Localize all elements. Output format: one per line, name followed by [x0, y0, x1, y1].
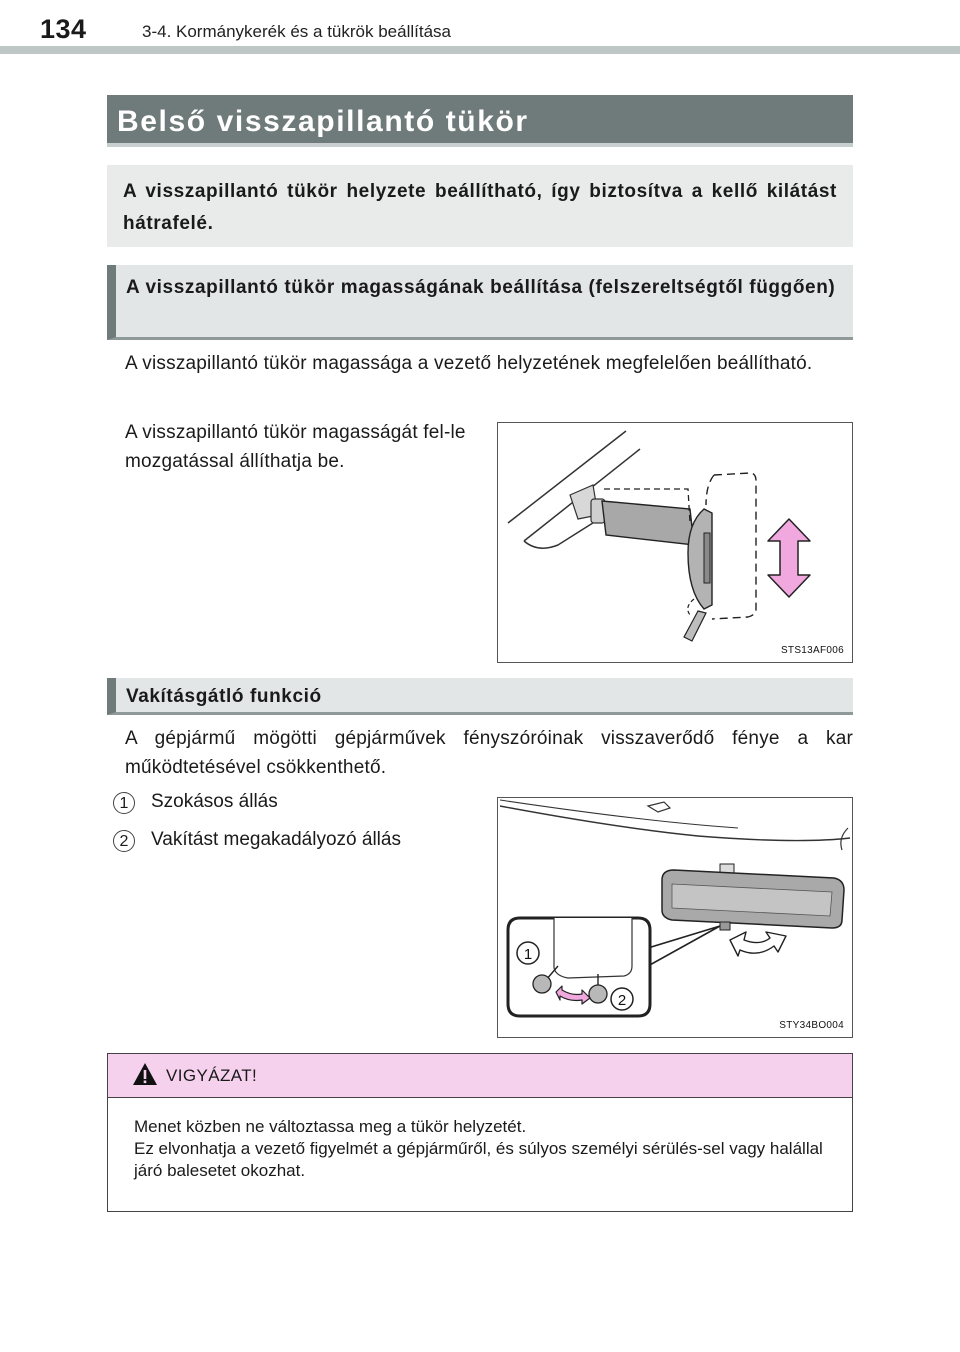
legend-text: Szokásos állás — [151, 791, 278, 812]
figure-code: STS13AF006 — [780, 645, 844, 656]
legend-item-anti-glare — [113, 829, 401, 852]
anti-glare-heading: Vakításgátló funkció — [107, 678, 853, 715]
caution-line-1: Menet közben ne változtassa meg a tükör helyzetét. — [134, 1117, 527, 1136]
header-rule — [0, 46, 960, 54]
mirror-height-illustration — [498, 423, 852, 662]
up-down-arrow-icon — [768, 519, 810, 597]
figure-code: STY34BO004 — [779, 1020, 844, 1031]
running-head: 3-4. Kormánykerék és a tükrök beállítása — [142, 22, 451, 41]
page-title: Belső visszapillantó tükör — [117, 105, 529, 138]
svg-text:1: 1 — [523, 946, 533, 963]
caution-header — [108, 1054, 852, 1098]
title-bar — [107, 95, 853, 147]
intro-box: A visszapillantó tükör helyzete beállítható, így biztosítva a kellő kilátást hátrafelé. — [107, 165, 853, 247]
callout-label-1 — [517, 942, 539, 964]
height-section-instruction: A visszapillantó tükör magasságát fel-le mozgatással állíthatja be. — [125, 422, 466, 472]
callout-label-2 — [611, 988, 633, 1010]
legend-item-normal — [113, 791, 278, 814]
caution-label: VIGYÁZAT! — [166, 1066, 258, 1085]
mirror-height-figure — [497, 422, 853, 663]
anti-glare-paragraph: A gépjármű mögötti gépjárművek fényszóróinak visszaverődő fénye a kar működtetésével csökkenthető. — [125, 728, 853, 778]
legend-number: 1 — [113, 792, 135, 814]
warning-triangle-icon — [132, 1062, 158, 1086]
legend-number: 2 — [113, 830, 135, 852]
anti-glare-figure — [497, 797, 853, 1038]
height-section-paragraph: A visszapillantó tükör magassága a vezető helyzetének megfelelően beállítható. — [125, 353, 813, 374]
caution-line-2: Ez elvonhatja a vezető figyelmét a gépjárműről, és súlyos személyi sérülés-sel vagy halállal járó balesetet okozhat. — [134, 1139, 823, 1180]
caution-box — [107, 1053, 853, 1212]
anti-glare-illustration — [498, 798, 852, 1037]
page-number: 134 — [40, 14, 87, 44]
svg-text:2: 2 — [617, 992, 627, 1009]
height-section-heading: A visszapillantó tükör magasságának beállítása (felszereltségtől függően) — [107, 265, 853, 340]
caution-body — [134, 1116, 834, 1182]
legend-text: Vakítást megakadályozó állás — [151, 829, 401, 850]
